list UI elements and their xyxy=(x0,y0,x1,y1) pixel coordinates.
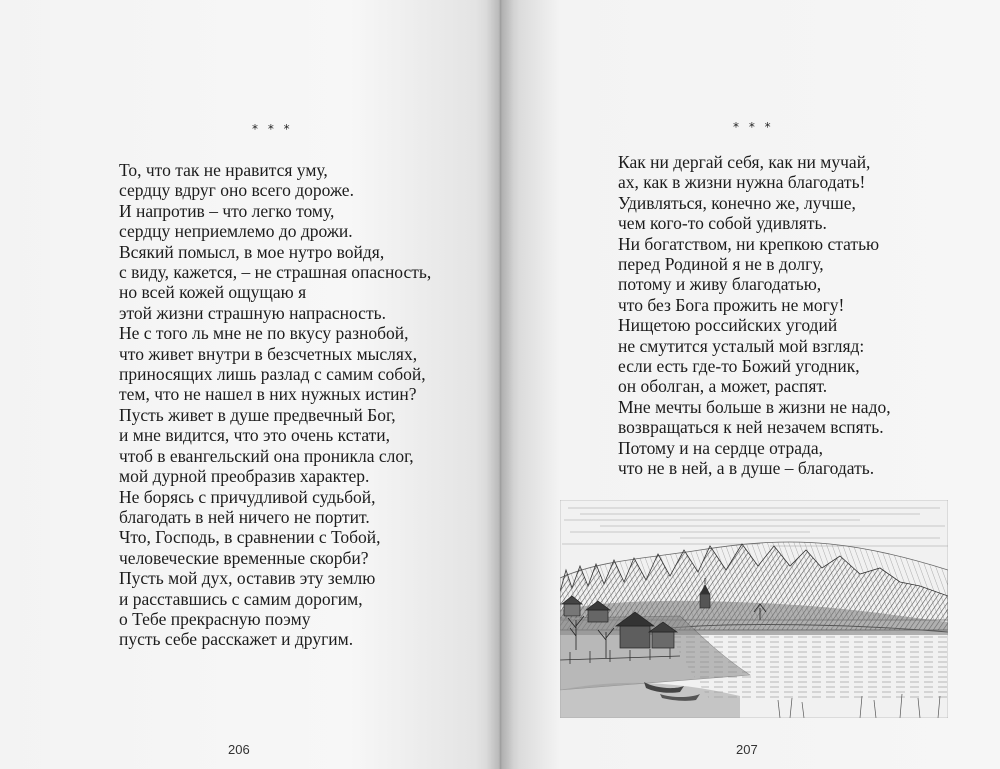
poem-right-line: ах, как в жизни нужна благодать! xyxy=(618,172,866,193)
poem-left-line: Что, Господь, в сравнении с Тобой, xyxy=(119,527,381,548)
page-number-left: 206 xyxy=(228,742,250,757)
poem-right-line: чем кого-то собой удивлять. xyxy=(618,213,827,234)
poem-left-line: Всякий помысл, в мое нутро войдя, xyxy=(119,241,385,262)
poem-left xyxy=(119,160,431,650)
poem-right-line: что без Бога прожить не могу! xyxy=(618,294,845,315)
poem-left-line: приносящих лишь разлад с самим собой, xyxy=(119,364,426,385)
poem-left-line: Пусть мой дух, оставив эту землю xyxy=(119,568,376,589)
poem-left-line: пусть себе расскажет и другим. xyxy=(119,629,354,650)
poem-left-line: этой жизни страшную напрасность. xyxy=(119,302,386,323)
poem-right-line: он оболган, а может, распят. xyxy=(618,376,828,397)
poem-right-line: Как ни дергай себя, как ни мучай, xyxy=(618,152,871,172)
poem-left-line: человеческие временные скорби? xyxy=(119,547,369,568)
poem-right-line: Мне мечты больше в жизни не надо, xyxy=(618,396,891,417)
poem-left-line: Пусть живет в душе предвечный Бог, xyxy=(119,404,396,425)
poem-left-line: о Тебе прекрасную поэму xyxy=(119,608,311,629)
page-number-right: 207 xyxy=(736,742,758,757)
poem-right-line: потому и живу благодатью, xyxy=(618,274,822,295)
poem-left-line: что живет внутри в безсчетных мыслях, xyxy=(119,343,418,364)
poem-left-line: мой дурной преобразив характер. xyxy=(119,466,370,487)
poem-left-line: И напротив – что легко тому, xyxy=(119,200,335,221)
poem-right xyxy=(618,152,891,479)
poem-left-line: То, что так не нравится уму, xyxy=(119,160,328,180)
poem-left-line: Не борясь с причудливой судьбой, xyxy=(119,486,376,507)
poem-right-line: Ни богатством, ни крепкою статью xyxy=(618,233,880,254)
poem-right-line: Нищетою российских угодий xyxy=(618,315,838,336)
section-divider-left: * * * xyxy=(252,122,293,136)
poem-left-line: с виду, кажется, – не страшная опасность, xyxy=(119,262,432,283)
poem-left-line: благодать в ней ничего не портит. xyxy=(119,506,370,527)
poem-left-line: чтоб в евангельский она проникла слог, xyxy=(119,445,414,466)
poem-right-line: Удивляться, конечно же, лучше, xyxy=(618,192,856,213)
poem-right-line: не смутится усталый мой взгляд: xyxy=(618,335,865,356)
river-landscape-illustration xyxy=(560,500,948,718)
poem-left-line: сердцу неприемлемо до дрожи. xyxy=(119,221,353,242)
poem-right-line: что не в ней, а в душе – благодать. xyxy=(618,458,875,479)
poem-right-line: возвращаться к ней незачем вспять. xyxy=(618,417,884,438)
poem-left-line: Не с того ль мне не по вкусу разнобой, xyxy=(119,323,409,344)
section-divider-right: * * * xyxy=(733,120,774,134)
poem-left-line: тем, что не нашел в них нужных истин? xyxy=(119,384,417,405)
poem-left-line: и мне видится, что это очень кстати, xyxy=(119,425,391,446)
poem-right-line: Потому и на сердце отрада, xyxy=(618,437,824,458)
poem-right-line: перед Родиной я не в долгу, xyxy=(618,254,824,275)
book-gutter xyxy=(486,0,514,769)
poem-left-line: и расставшись с самим дорогим, xyxy=(119,588,363,609)
poem-left-line: сердцу вдруг оно всего дороже. xyxy=(119,180,354,201)
poem-left-line: но всей кожей ощущаю я xyxy=(119,282,307,303)
poem-right-line: если есть где-то Божий угодник, xyxy=(618,356,860,377)
